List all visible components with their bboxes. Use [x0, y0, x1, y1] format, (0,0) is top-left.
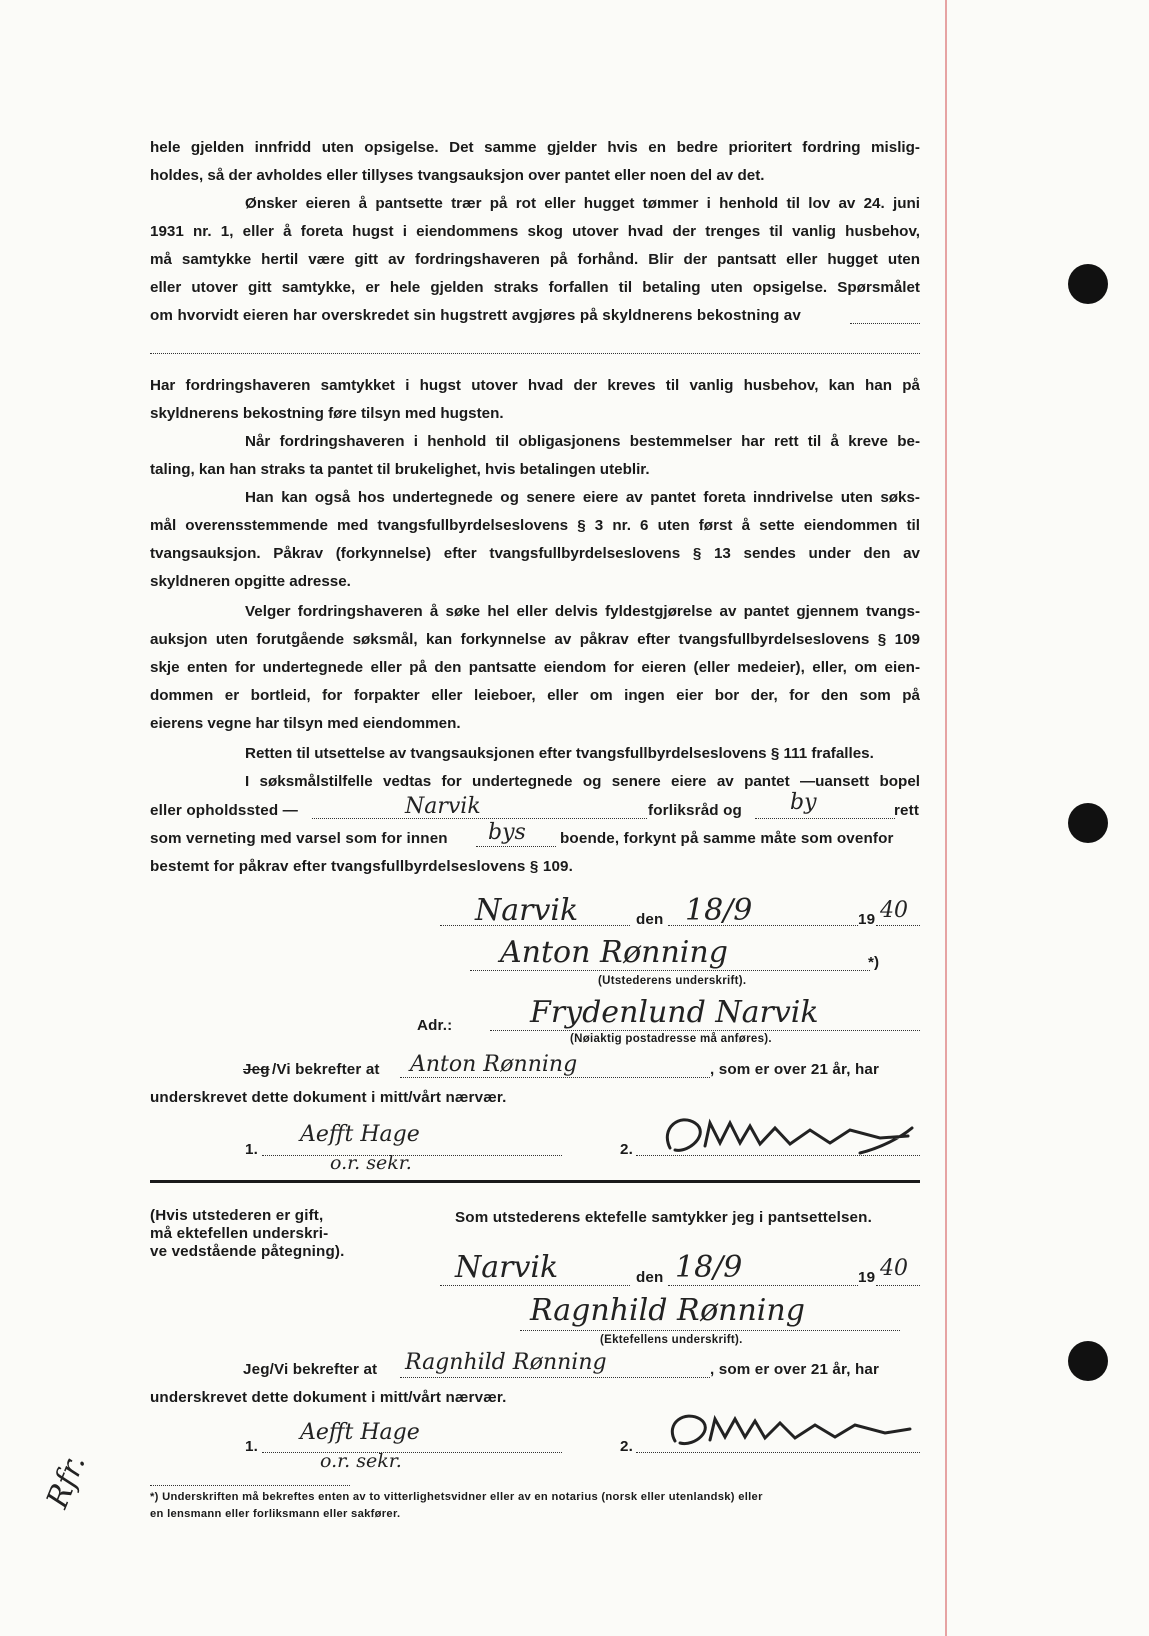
confirm-pre: Jeg/Vi bekrefter at [243, 1361, 378, 1378]
struck-jeg: Jeg [243, 1061, 270, 1078]
body-line: Han kan også hos undertegnede og senere eiere av pantet foreta inndrivelse uten søks- [245, 489, 920, 506]
handwritten-year: 40 [880, 1256, 908, 1281]
witness-1-number: 1. [245, 1438, 258, 1455]
body-line: tvangsauksjon. Påkrav (forkynnelse) efter tvangsfullbyrdelseslovens § 13 sendes under den av [150, 545, 920, 562]
confirm-post: , som er over 21 år, har [710, 1061, 880, 1078]
handwritten-name: Ragnhild Rønning [405, 1350, 607, 1375]
signature-caption: (Ektefellens underskrift). [600, 1334, 743, 1346]
body-line: Retten til utsettelse av tvangsauksjonen efter tvangsfullbyrdelseslovens § 111 frafalles. [245, 745, 874, 762]
body-line: eller utover gitt samtykke, er hele gjelden straks forfallen til betaling uten opsigelse. Spørsmålet [150, 279, 920, 296]
witness-2-signature-mark [650, 1108, 950, 1168]
witness-line [262, 1155, 562, 1156]
witness-1-signature: Aefft Hage [300, 1122, 420, 1147]
witness-line [262, 1452, 562, 1453]
body-line: skyldneren opgitte adresse. [150, 573, 351, 590]
body-line: Velger fordringshaveren å søke hel eller delvis fyldestgjørelse av pantet gjennem tvangs- [245, 603, 920, 620]
signature-caption: (Utstederens underskrift). [598, 975, 747, 987]
fill-in-line [400, 1377, 710, 1378]
body-line: skyldnerens bekostning føre tilsyn med hugsten. [150, 405, 504, 422]
punch-hole [1068, 803, 1108, 843]
confirm-pre: /Vi bekrefter at [272, 1061, 380, 1078]
fill-in-line [850, 323, 920, 324]
date-den-label: den [636, 911, 664, 928]
year-prefix: 19 [858, 1269, 876, 1286]
witness-1-signature: Aefft Hage [300, 1420, 420, 1445]
body-line: Har fordringshaveren samtykket i hugst utover hvad der kreves til vanlig husbehov, kan han på [150, 377, 920, 394]
handwritten-year: 40 [880, 898, 908, 923]
body-line: holdes, så der avholdes eller tillyses tvangsauksjon over pantet eller noen del av det. [150, 167, 765, 184]
confirm-line2: underskrevet dette dokument i mitt/vårt nærvær. [150, 1089, 507, 1106]
address-caption: (Nøiaktig postadresse må anføres). [570, 1033, 772, 1045]
handwritten-date: 18/9 [675, 1250, 743, 1285]
body-line: skje enten for undertegnede eller på den pantsatte eiendom for eieren (eller medeier), eller, om eien- [150, 659, 920, 676]
venue-line3-post: boende, forkynt på samme måte som ovenfor [560, 830, 894, 847]
body-line: auksjon uten forutgående søksmål, kan forkynnelse av påkrav efter tvangsfullbyrdelseslovens § 109 [150, 631, 920, 648]
handwritten-jurisdiction: bys [488, 820, 526, 845]
handwritten-place: Narvik [475, 893, 579, 928]
fill-in-line [440, 1285, 630, 1286]
red-margin-line [945, 0, 947, 1636]
address-line [490, 1030, 920, 1031]
venue-line3-pre: som verneting med varsel som for innen [150, 830, 448, 847]
witness-1-title: o.r. sekr. [330, 1152, 412, 1174]
venue-mid: forliksråd og [648, 802, 742, 819]
body-line: eierens vegne har tilsyn med eiendommen. [150, 715, 461, 732]
footnote-mark: *) [868, 954, 880, 971]
confirm-line2: underskrevet dette dokument i mitt/vårt nærvær. [150, 1389, 507, 1406]
body-line: dommen er bortleid, for forpakter eller leieboer, eller om ingen eier bor der, for den som på [150, 687, 920, 704]
handwritten-name: Anton Rønning [410, 1052, 578, 1077]
body-line: Ønsker eieren å pantsette trær på rot eller hugget tømmer i henhold til lov av 24. juni [245, 195, 920, 212]
witness-2-signature-mark [655, 1405, 945, 1460]
body-line: om hvorvidt eieren har overskredet sin hugstrett avgjøres på skyldnerens bekostning av [150, 307, 801, 324]
handwritten-signature: Ragnhild Rønning [530, 1293, 805, 1328]
confirm-post: , som er over 21 år, har [710, 1361, 880, 1378]
footnote-divider [150, 1485, 350, 1486]
witness-1-number: 1. [245, 1141, 258, 1158]
body-line: mål overensstemmende med tvangsfullbyrdelseslovens § 3 nr. 6 uten først å sette eiendommen til [150, 517, 920, 534]
date-den-label: den [636, 1269, 664, 1286]
handwritten-date: 18/9 [685, 893, 753, 928]
handwritten-signature: Anton Rønning [500, 935, 728, 970]
struck-word [243, 1060, 270, 1080]
body-line: Når fordringshaveren i henhold til obligasjonens bestemmelser har rett til å kreve be- [245, 433, 920, 450]
handwritten-place: Narvik [455, 1250, 559, 1285]
year-prefix: 19 [858, 911, 876, 928]
fill-in-line [876, 1285, 920, 1286]
spouse-note-line: (Hvis utstederen er gift, [150, 1207, 324, 1224]
body-line: hele gjelden innfridd uten opsigelse. Det samme gjelder hvis en bedre prioritert fordring mislig- [150, 139, 920, 156]
margin-handwritten-note: Rfr. [40, 1449, 93, 1514]
address-label: Adr.: [417, 1017, 453, 1034]
fill-in-line [755, 818, 895, 819]
signature-line [520, 1330, 900, 1331]
spouse-consent: Som utstederens ektefelle samtykker jeg i pantsettelsen. [455, 1209, 872, 1226]
section-divider [150, 1180, 920, 1183]
fill-in-line [400, 1077, 710, 1078]
footnote-line: *) Underskriften må bekreftes enten av to vitterlighetsvidner eller av en notarius (norsk eller utenlandsk) eller [150, 1491, 763, 1503]
body-line: taling, kan han straks ta pantet til brukelighet, hvis betalingen uteblir. [150, 461, 650, 478]
punch-hole [1068, 1341, 1108, 1381]
body-line: 1931 nr. 1, eller å foreta hugst i eiendommens skog utover hvad der trenges til vanlig husbehov, [150, 223, 920, 240]
handwritten-place: Narvik [405, 794, 481, 819]
fill-in-line [476, 846, 556, 847]
footnote-line: en lensmann eller forliksmann eller sakfører. [150, 1508, 401, 1520]
punch-hole [1068, 264, 1108, 304]
signature-line [470, 970, 870, 971]
body-line: må samtykke hertil være gitt av fordringshaveren på forhånd. Blir der pantsatt eller hugget uten [150, 251, 920, 268]
spouse-note-line: ve vedstående påtegning). [150, 1243, 345, 1260]
spouse-note-line: må ektefellen underskri- [150, 1225, 329, 1242]
body-line: I søksmålstilfelle vedtas for undertegnede og senere eiere av pantet —uansett bopel [245, 773, 920, 790]
venue-suffix: rett [894, 802, 920, 819]
witness-1-title: o.r. sekr. [320, 1450, 402, 1472]
fill-in-line [876, 925, 920, 926]
handwritten-court-type: by [790, 790, 817, 815]
venue-prefix: eller opholdssted — [150, 802, 298, 819]
witness-2-number: 2. [620, 1141, 633, 1158]
witness-2-number: 2. [620, 1438, 633, 1455]
venue-line4: bestemt for påkrav efter tvangsfullbyrdelseslovens § 109. [150, 858, 574, 875]
fill-in-line [150, 353, 920, 354]
handwritten-address: Frydenlund Narvik [530, 995, 819, 1030]
fill-in-line [668, 1285, 858, 1286]
